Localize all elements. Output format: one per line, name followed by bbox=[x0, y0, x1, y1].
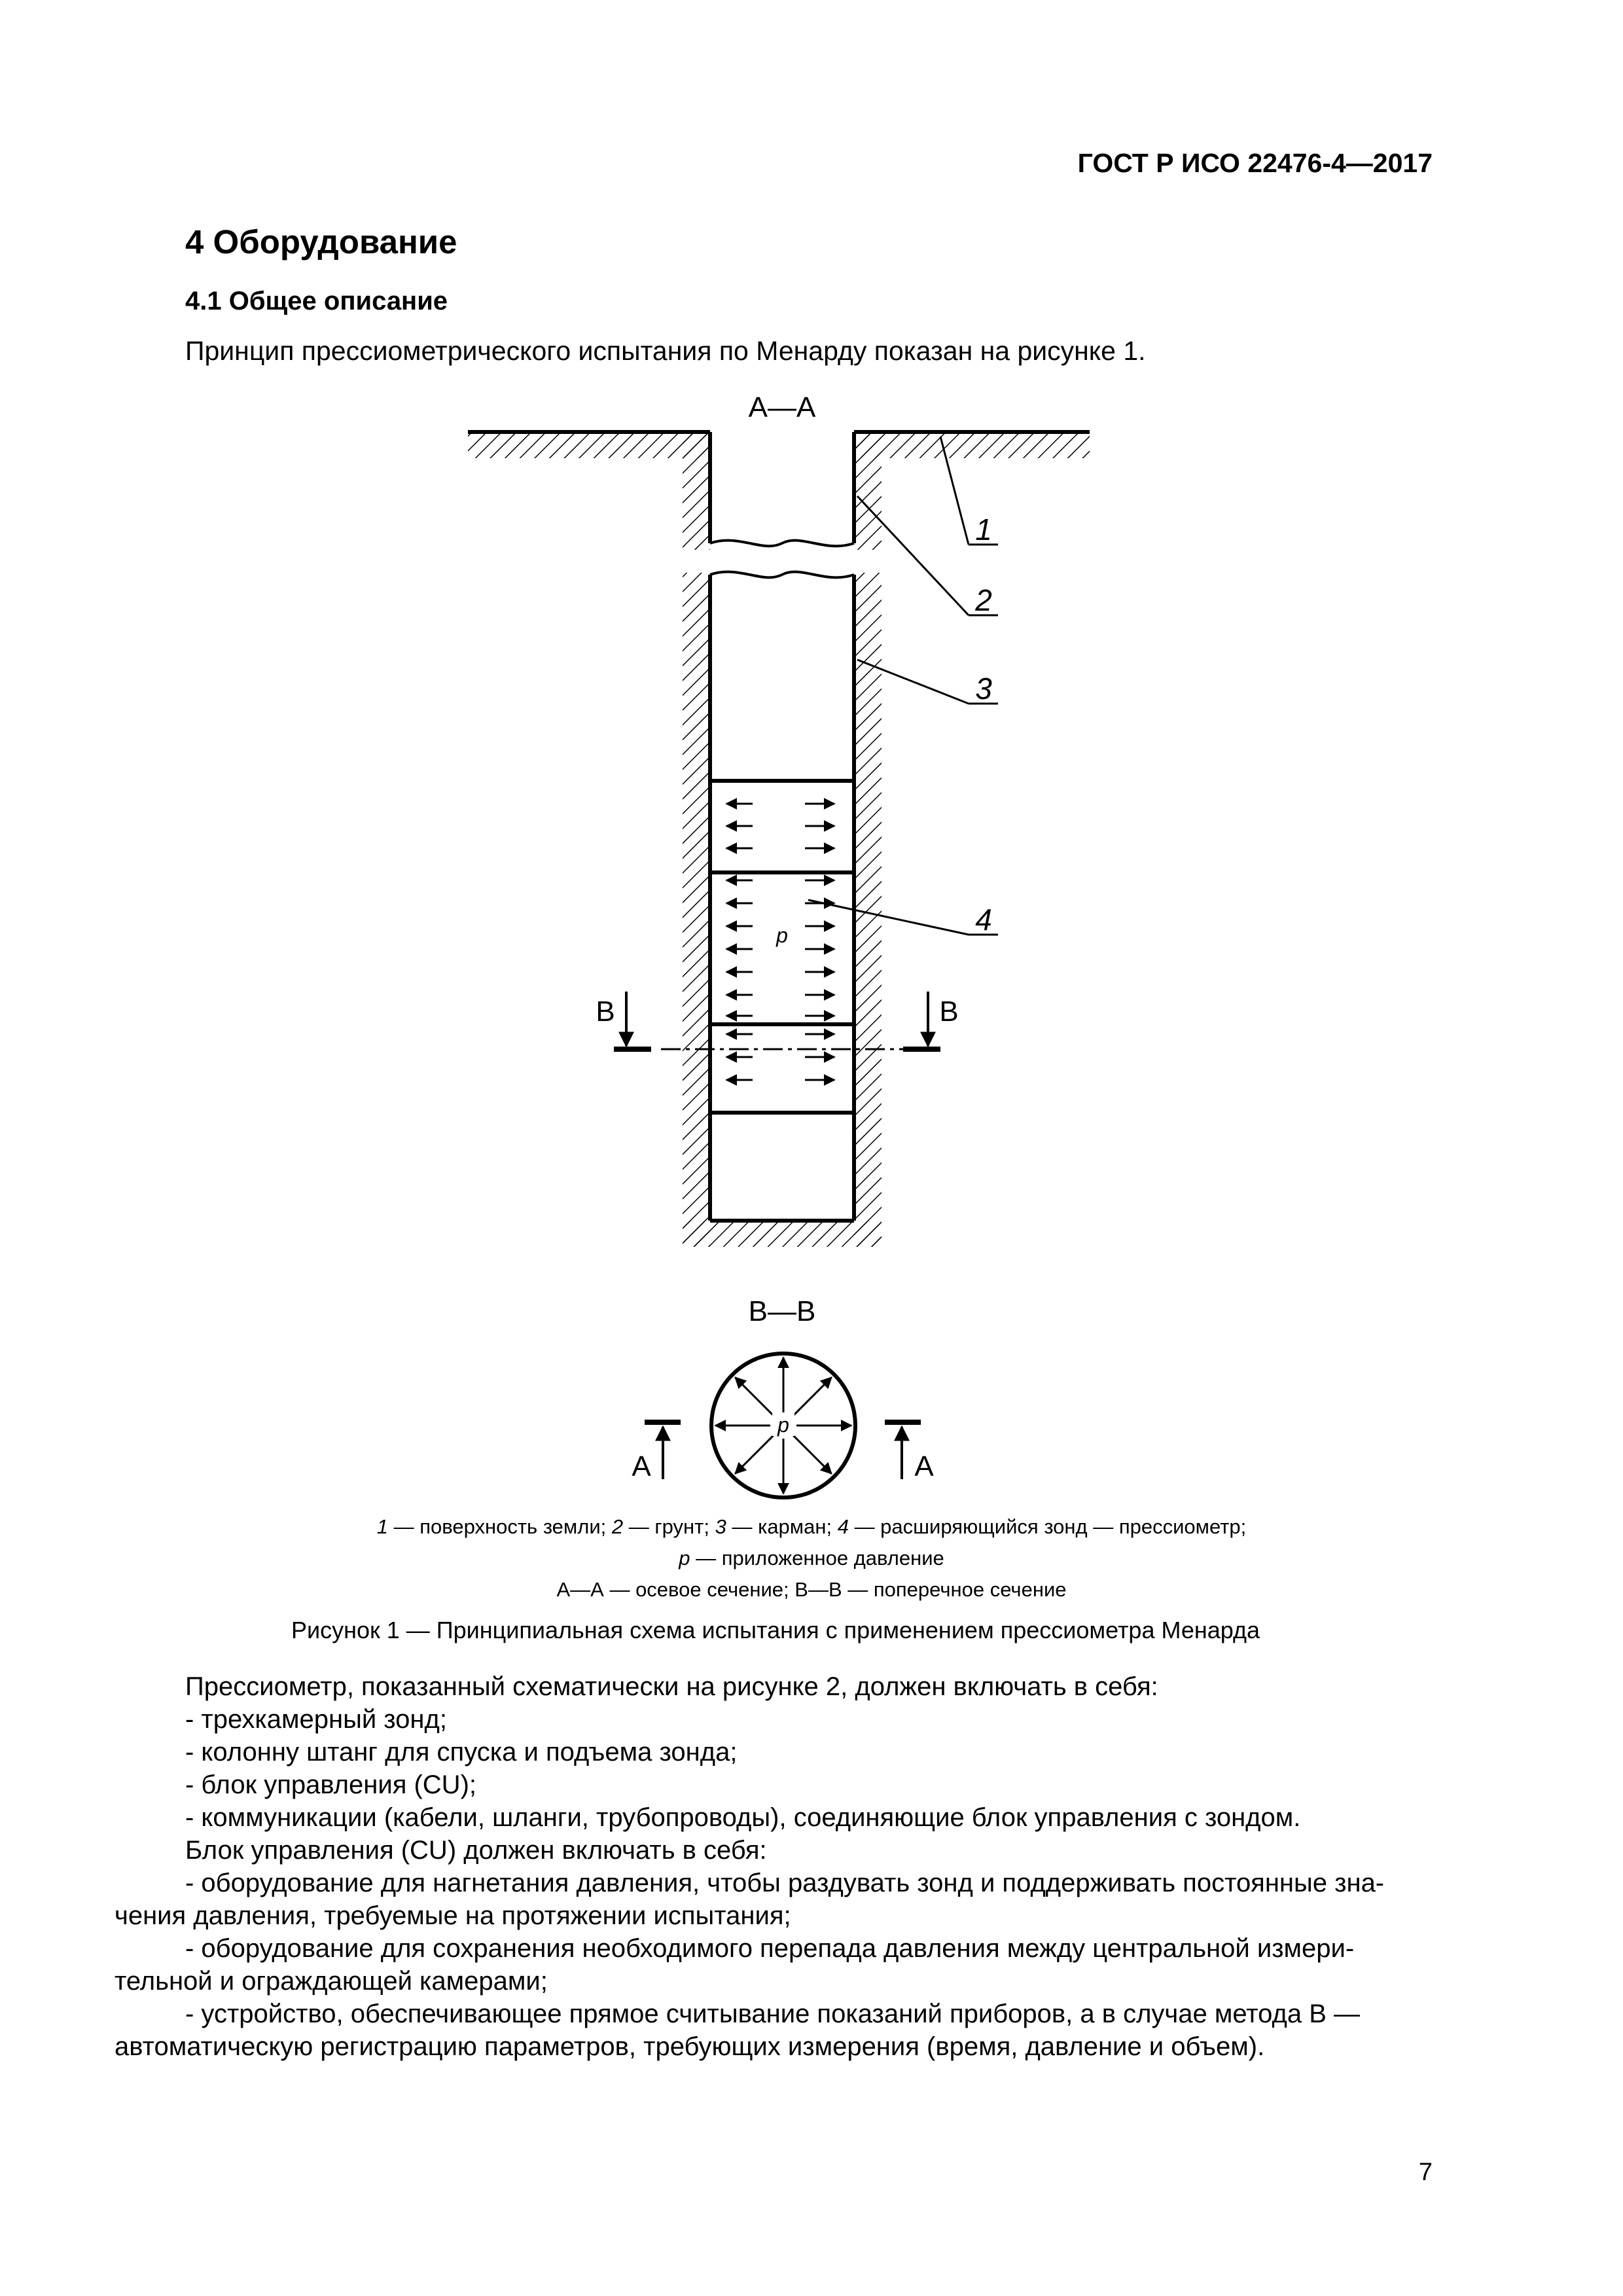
callout-2: 2 bbox=[975, 583, 992, 617]
radial-arrow bbox=[735, 1435, 774, 1473]
cut-b-right: В bbox=[939, 996, 959, 1028]
body-line-8: чения давления, требуемые на протяжении испытания; bbox=[115, 1901, 791, 1930]
section-title: 4 Оборудование bbox=[185, 223, 457, 260]
section-bb-label: В—В bbox=[748, 1295, 816, 1327]
callouts bbox=[808, 437, 998, 935]
body-line-1: Прессиометр, показанный схематически на рисунке 2, должен включать в себя: bbox=[185, 1672, 1158, 1701]
cut-a-right: А bbox=[914, 1450, 934, 1482]
section-cut-bb bbox=[596, 992, 958, 1049]
body-line-10: тельной и ограждающей камерами; bbox=[115, 1967, 548, 1996]
cut-a-left: А bbox=[632, 1450, 651, 1482]
body-line-4: - блок управления (CU); bbox=[185, 1770, 476, 1799]
body-line-2: - трехкамерный зонд; bbox=[185, 1705, 447, 1734]
body-line-11: - устройство, обеспечивающее прямое считывание показаний приборов, а в случае метода В — bbox=[185, 2000, 1361, 2028]
body-line-7: - оборудование для нагнетания давления, чтобы раздувать зонд и поддерживать постоянные зна- bbox=[185, 1869, 1385, 1897]
callout-1: 1 bbox=[975, 512, 992, 547]
cut-b-left: В bbox=[596, 996, 615, 1028]
body-line-6: Блок управления (CU) должен включать в себя: bbox=[185, 1836, 767, 1865]
page-number: 7 bbox=[1418, 2159, 1433, 2186]
ground-surface bbox=[468, 432, 1090, 458]
probe-pressure-label: p bbox=[776, 924, 788, 947]
soil-walls bbox=[683, 432, 882, 1247]
radial-arrow bbox=[793, 1435, 831, 1473]
body-line-9: - оборудование для сохранения необходимого перепада давления между центральной измери- bbox=[185, 1934, 1355, 1963]
callout-3: 3 bbox=[975, 672, 992, 706]
radial-arrow bbox=[735, 1377, 774, 1416]
radial-arrow bbox=[793, 1377, 831, 1416]
callout-4: 4 bbox=[975, 903, 992, 937]
body-line-12: автоматическую регистрацию параметров, требующих измерения (время, давление и объем). bbox=[115, 2032, 1265, 2061]
figure-legend-line-3: А—А — осевое сечение; В—В — поперечное сечение bbox=[556, 1578, 1067, 1601]
section-aa-label: А—А bbox=[748, 391, 816, 423]
body-line-3: - колонну штанг для спуска и подъема зонда; bbox=[185, 1738, 738, 1767]
figure-caption: Рисунок 1 — Принципиальная схема испытания с применением прессиометра Менарда bbox=[291, 1617, 1260, 1643]
document-header-id: ГОСТ Р ИСО 22476-4—2017 bbox=[1077, 148, 1433, 178]
body-line-5: - коммуникации (кабели, шланги, трубопроводы), соединяющие блок управления с зондом. bbox=[185, 1803, 1301, 1832]
subsection-title: 4.1 Общее описание bbox=[185, 287, 448, 315]
intro-paragraph: Принцип прессиометрического испытания по Менарду показан на рисунке 1. bbox=[185, 336, 1146, 366]
figure-legend-line-1: 1 — поверхность земли; 2 — грунт; 3 — карман; 4 — расширяющийся зонд — прессиометр; bbox=[376, 1515, 1247, 1538]
cross-section-pressure-label: p bbox=[777, 1413, 789, 1437]
figure-legend-line-2: p — приложенное давление bbox=[679, 1547, 944, 1570]
